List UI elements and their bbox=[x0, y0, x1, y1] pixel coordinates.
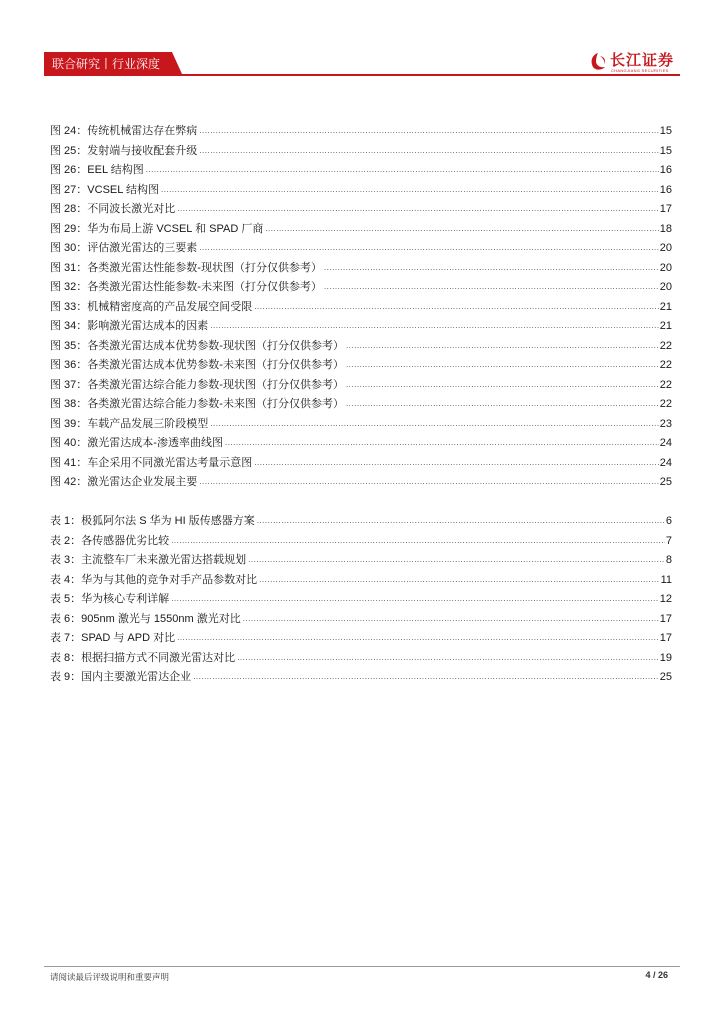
table-entry-label: 表 4：华为与其他的竞争对手产品参数对比 bbox=[50, 573, 258, 586]
figure-entry-page: 24 bbox=[659, 437, 672, 449]
logo-subtext: CHANGJIANG SECURITIES bbox=[611, 68, 669, 73]
figure-entry-page: 17 bbox=[659, 203, 672, 215]
dot-leader bbox=[257, 511, 665, 531]
dot-leader bbox=[177, 628, 659, 648]
figure-entry[interactable] bbox=[50, 239, 672, 259]
figure-entry[interactable] bbox=[50, 181, 672, 201]
table-entry-page: 7 bbox=[665, 534, 672, 547]
figure-entry-page: 20 bbox=[659, 261, 672, 274]
figure-list bbox=[50, 122, 672, 493]
figure-entry-page: 22 bbox=[659, 378, 672, 391]
figure-entry-label: 图 39：车载产品发展三阶段模型 bbox=[50, 417, 209, 430]
figure-entry-page: 16 bbox=[659, 164, 672, 176]
table-entry[interactable] bbox=[50, 629, 672, 649]
table-entry-label: 表 7：SPAD 与 APD 对比 bbox=[50, 632, 176, 644]
figure-entry-page: 21 bbox=[659, 320, 672, 332]
dot-leader bbox=[254, 297, 658, 317]
table-entry-page: 17 bbox=[659, 632, 672, 644]
dot-leader bbox=[346, 375, 659, 395]
figure-entry[interactable] bbox=[50, 220, 672, 240]
figure-entry[interactable] bbox=[50, 317, 672, 337]
table-entry-label: 表 3：主流整车厂未来激光雷达搭载规划 bbox=[50, 554, 247, 566]
dot-leader bbox=[248, 550, 665, 570]
dot-leader bbox=[346, 336, 659, 356]
figure-entry[interactable] bbox=[50, 473, 672, 493]
dot-leader bbox=[259, 570, 659, 590]
figure-entry-label: 图 24：传统机械雷达存在弊病 bbox=[50, 125, 198, 137]
figure-entry-label: 图 30：评估激光雷达的三要素 bbox=[50, 242, 198, 254]
figure-entry-page: 23 bbox=[659, 417, 672, 430]
table-entry-page: 25 bbox=[659, 671, 672, 683]
figure-entry[interactable] bbox=[50, 337, 672, 357]
figure-entry-page: 20 bbox=[659, 242, 672, 254]
dot-leader bbox=[237, 648, 659, 668]
table-entry[interactable] bbox=[50, 512, 672, 532]
table-entry-page: 12 bbox=[659, 593, 672, 605]
figure-entry-label: 图 27：VCSEL 结构图 bbox=[50, 183, 160, 196]
dot-leader bbox=[193, 667, 659, 687]
dot-leader bbox=[199, 141, 658, 161]
dot-leader bbox=[324, 277, 659, 297]
figure-entry[interactable] bbox=[50, 395, 672, 415]
figure-entry[interactable] bbox=[50, 415, 672, 435]
table-entry-label: 表 6：905nm 激光与 1550nm 激光对比 bbox=[50, 612, 241, 625]
figure-entry-page: 25 bbox=[659, 476, 672, 488]
header-slant-decoration bbox=[160, 50, 184, 76]
dot-leader bbox=[346, 394, 659, 414]
figure-entry[interactable] bbox=[50, 161, 672, 181]
figure-entry-label: 图 29：华为布局上游 VCSEL 和 SPAD 厂商 bbox=[50, 222, 264, 235]
dot-leader bbox=[254, 453, 658, 473]
brand-logo bbox=[588, 52, 680, 74]
table-entry-page: 17 bbox=[659, 612, 672, 625]
figure-entry-page: 22 bbox=[659, 359, 672, 371]
dot-leader bbox=[199, 121, 658, 141]
page-number: 4 / 26 bbox=[645, 970, 668, 980]
table-entry-page: 8 bbox=[665, 554, 672, 566]
figure-entry-label: 图 42：激光雷达企业发展主要 bbox=[50, 476, 198, 488]
dot-leader bbox=[171, 531, 665, 551]
logo-text: 长江证券 bbox=[610, 51, 675, 69]
dot-leader bbox=[210, 316, 658, 336]
figure-entry-page: 21 bbox=[659, 300, 672, 313]
figure-entry-label: 图 35：各类激光雷达成本优势参数-现状图（打分仅供参考） bbox=[50, 339, 344, 352]
table-entry-label: 表 2：各传感器优劣比较 bbox=[50, 534, 170, 547]
dot-leader bbox=[243, 609, 659, 629]
figure-entry-page: 18 bbox=[659, 222, 672, 235]
figure-entry-label: 图 38：各类激光雷达综合能力参数-未来图（打分仅供参考） bbox=[50, 398, 344, 410]
table-entry-label: 表 5：华为核心专利详解 bbox=[50, 593, 170, 605]
table-list bbox=[50, 512, 672, 688]
dot-leader bbox=[146, 160, 659, 180]
figure-entry-label: 图 26：EEL 结构图 bbox=[50, 164, 144, 176]
dot-leader bbox=[265, 219, 658, 239]
figure-entry-page: 22 bbox=[659, 398, 672, 410]
table-entry-page: 11 bbox=[660, 573, 672, 586]
table-entry-label: 表 8：根据扫描方式不同激光雷达对比 bbox=[50, 651, 236, 664]
table-entry-page: 6 bbox=[665, 515, 672, 527]
dot-leader bbox=[324, 258, 659, 278]
table-entry[interactable] bbox=[50, 610, 672, 630]
figure-entry-page: 16 bbox=[659, 183, 672, 196]
figure-entry-label: 图 41：车企采用不同激光雷达考量示意图 bbox=[50, 456, 253, 469]
figure-entry[interactable] bbox=[50, 454, 672, 474]
dot-leader bbox=[171, 589, 659, 609]
table-entry-label: 表 9：国内主要激光雷达企业 bbox=[50, 671, 192, 683]
figure-entry-label: 图 37：各类激光雷达综合能力参数-现状图（打分仅供参考） bbox=[50, 378, 344, 391]
figure-entry-page: 15 bbox=[659, 144, 672, 157]
dot-leader bbox=[199, 472, 658, 492]
table-entry-page: 19 bbox=[659, 651, 672, 664]
dot-leader bbox=[210, 414, 658, 434]
page-header bbox=[0, 0, 724, 80]
figure-entry-page: 22 bbox=[659, 339, 672, 352]
table-entry[interactable] bbox=[50, 590, 672, 610]
figure-entry[interactable] bbox=[50, 259, 672, 279]
figure-entry-label: 图 34：影响激光雷达成本的因素 bbox=[50, 320, 209, 332]
dot-leader bbox=[346, 355, 659, 375]
logo-mark-icon bbox=[588, 52, 608, 72]
figure-entry[interactable] bbox=[50, 356, 672, 376]
figure-entry-page: 24 bbox=[659, 456, 672, 469]
figure-entry-page: 15 bbox=[659, 125, 672, 137]
figure-entry-label: 图 40：激光雷达成本-渗透率曲线图 bbox=[50, 437, 223, 449]
footer-disclaimer: 请阅读最后评级说明和重要声明 bbox=[50, 972, 170, 982]
figure-entry[interactable] bbox=[50, 142, 672, 162]
dot-leader bbox=[225, 433, 659, 453]
figure-entry[interactable] bbox=[50, 278, 672, 298]
figure-entry-label: 图 36：各类激光雷达成本优势参数-未来图（打分仅供参考） bbox=[50, 359, 344, 371]
figure-entry[interactable] bbox=[50, 200, 672, 220]
figure-entry-label: 图 25：发射端与接收配套升级 bbox=[50, 144, 198, 157]
table-entry[interactable] bbox=[50, 668, 672, 688]
figure-entry-label: 图 33：机械精密度高的产品发展空间受限 bbox=[50, 300, 253, 313]
figure-entry-label: 图 32：各类激光雷达性能参数-未来图（打分仅供参考） bbox=[50, 281, 322, 293]
figure-entry-label: 图 31：各类激光雷达性能参数-现状图（打分仅供参考） bbox=[50, 261, 322, 274]
figure-entry[interactable] bbox=[50, 434, 672, 454]
figure-entry[interactable] bbox=[50, 376, 672, 396]
dot-leader bbox=[177, 199, 658, 219]
dot-leader bbox=[199, 238, 658, 258]
figure-entry-label: 图 28：不同波长激光对比 bbox=[50, 203, 176, 215]
footer-rule bbox=[44, 966, 680, 967]
table-entry[interactable] bbox=[50, 532, 672, 552]
figure-entry[interactable] bbox=[50, 298, 672, 318]
header-title: 联合研究丨行业深度 bbox=[52, 57, 161, 71]
table-entry[interactable] bbox=[50, 649, 672, 669]
figure-entry-page: 20 bbox=[659, 281, 672, 293]
table-entry[interactable] bbox=[50, 571, 672, 591]
table-entry[interactable] bbox=[50, 551, 672, 571]
table-entry-label: 表 1：极狐阿尔法 S 华为 HI 版传感器方案 bbox=[50, 515, 255, 527]
header-rule bbox=[44, 74, 680, 76]
dot-leader bbox=[161, 180, 659, 200]
figure-entry[interactable] bbox=[50, 122, 672, 142]
